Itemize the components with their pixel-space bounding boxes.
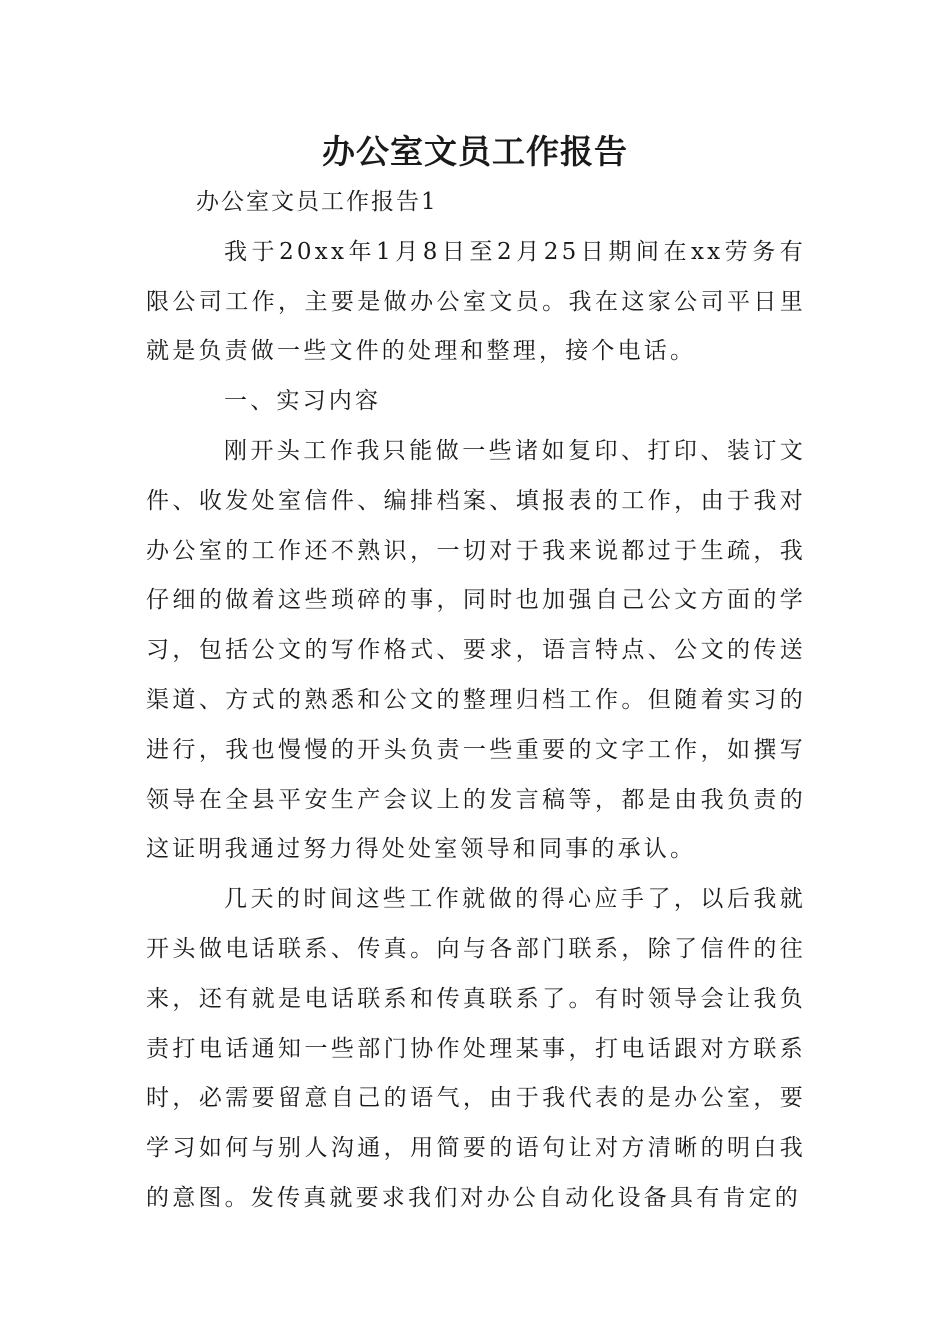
paragraph-intro: 我于20xx年1月8日至2月25日期间在xx劳务有限公司工作，主要是做办公室文员。我在这家公司平日里就是负责做一些文件的处理和整理，接个电话。 — [146, 238, 806, 365]
section-heading: 一、实习内容 — [224, 388, 382, 415]
document-title: 办公室文员工作报告 — [322, 132, 628, 171]
document-subtitle: 办公室文员工作报告1 — [196, 189, 438, 215]
document-body — [146, 178, 806, 1224]
paragraph-work-content: 刚开头工作我只能做一些诸如复印、打印、装订文件、收发处室信件、编排档案、填报表的工作，由于我对办公室的工作还不熟识，一切对于我来说都过于生疏，我仔细的做着这些琐碎的事，同时也加强自己公文方面的学习，包括公文的写作格式、要求，语言特点、公文的传送渠道、方式的熟悉和公文的整理归档工作。但随着实习的进行，我也慢慢的开头负责一些重要的文字工作，如撰写领导在全县平安生产会议上的发言稿等，都是由我负责的这证明我通过努力得处处室领导和同事的承认。 — [146, 437, 806, 863]
paragraph-phone-fax: 几天的时间这些工作就做的得心应手了，以后我就开头做电话联系、传真。向与各部门联系，除了信件的往来，还有就是电话联系和传真联系了。有时领导会让我负责打电话通知一些部门协作处理某事，打电话跟对方联系时，必需要留意自己的语气，由于我代表的是办公室，要学习如何与别人沟通，用简要的语句让对方清晰的明白我的意图。发传真就要求我们对办公自动化设备具有肯定的 — [146, 886, 806, 1211]
